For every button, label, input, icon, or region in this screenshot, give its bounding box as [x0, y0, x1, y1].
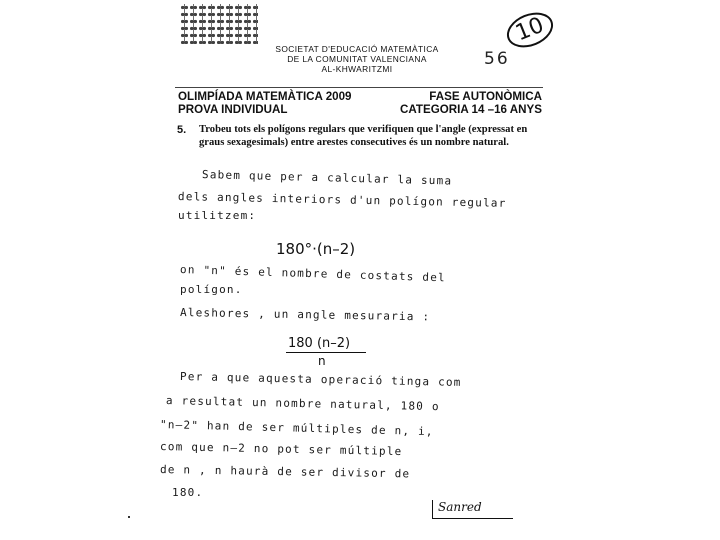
handwritten-line-11: de n , n haurà de ser divisor de	[159, 463, 411, 481]
handwritten-line-4: on "n" és el nombre de costats del	[179, 263, 447, 285]
society-logo-pattern	[180, 4, 258, 44]
handwritten-line-5: polígon.	[180, 283, 243, 296]
society-line-1: SOCIETAT D'EDUCACIÓ MATEMÀTICA	[275, 44, 439, 54]
fraction-numerator: 180 (n–2)	[288, 336, 351, 351]
scan-speck	[128, 516, 130, 518]
score-circle: 10	[502, 6, 558, 54]
problem-statement: Trobeu tots els polígons regulars que verifiquen que l'angle (expressat en graus sexagesimals) entre arestes consecutives és un nombre natural.	[199, 124, 528, 148]
page-number: 56	[484, 49, 510, 69]
society-line-3: AL-KHWARITZMI	[321, 64, 393, 74]
fraction-bar	[286, 352, 366, 353]
handwritten-line-1: Sabem que per a calcular la suma	[201, 168, 453, 188]
sum-formula: 180°·(n–2)	[276, 240, 356, 258]
handwritten-line-8: a resultat un nombre natural, 180 o	[165, 394, 440, 414]
society-line-2: DE LA COMUNITAT VALENCIANA	[287, 54, 427, 64]
olympiad-title	[178, 90, 352, 116]
phase-title-line-1: FASE AUTONÒMICA	[429, 90, 542, 103]
handwritten-line-2: dels angles interiors d'un polígon regular	[177, 190, 507, 210]
olympiad-title-line-1: OLIMPÍADA MATEMÀTICA 2009	[178, 90, 352, 103]
handwritten-line-12: 180.	[172, 486, 204, 499]
handwritten-line-9: "n–2" han de ser múltiples de n, i,	[159, 418, 434, 439]
phase-title-line-2: CATEGORIA 14 –16 ANYS	[400, 103, 542, 116]
fraction-denominator: n	[318, 354, 326, 368]
handwritten-line-6: Aleshores , un angle mesuraria :	[179, 306, 431, 324]
handwritten-line-3: utilitzem:	[178, 209, 257, 222]
problem-number: 5.	[177, 124, 187, 136]
signature: Sanred	[438, 500, 482, 514]
phase-title	[386, 90, 542, 116]
handwritten-line-10: com que n–2 no pot ser múltiple	[159, 440, 403, 459]
handwritten-line-7: Per a que aquesta operació tinga com	[179, 370, 462, 389]
society-name	[262, 44, 452, 74]
olympiad-title-line-2: PROVA INDIVIDUAL	[178, 103, 288, 116]
